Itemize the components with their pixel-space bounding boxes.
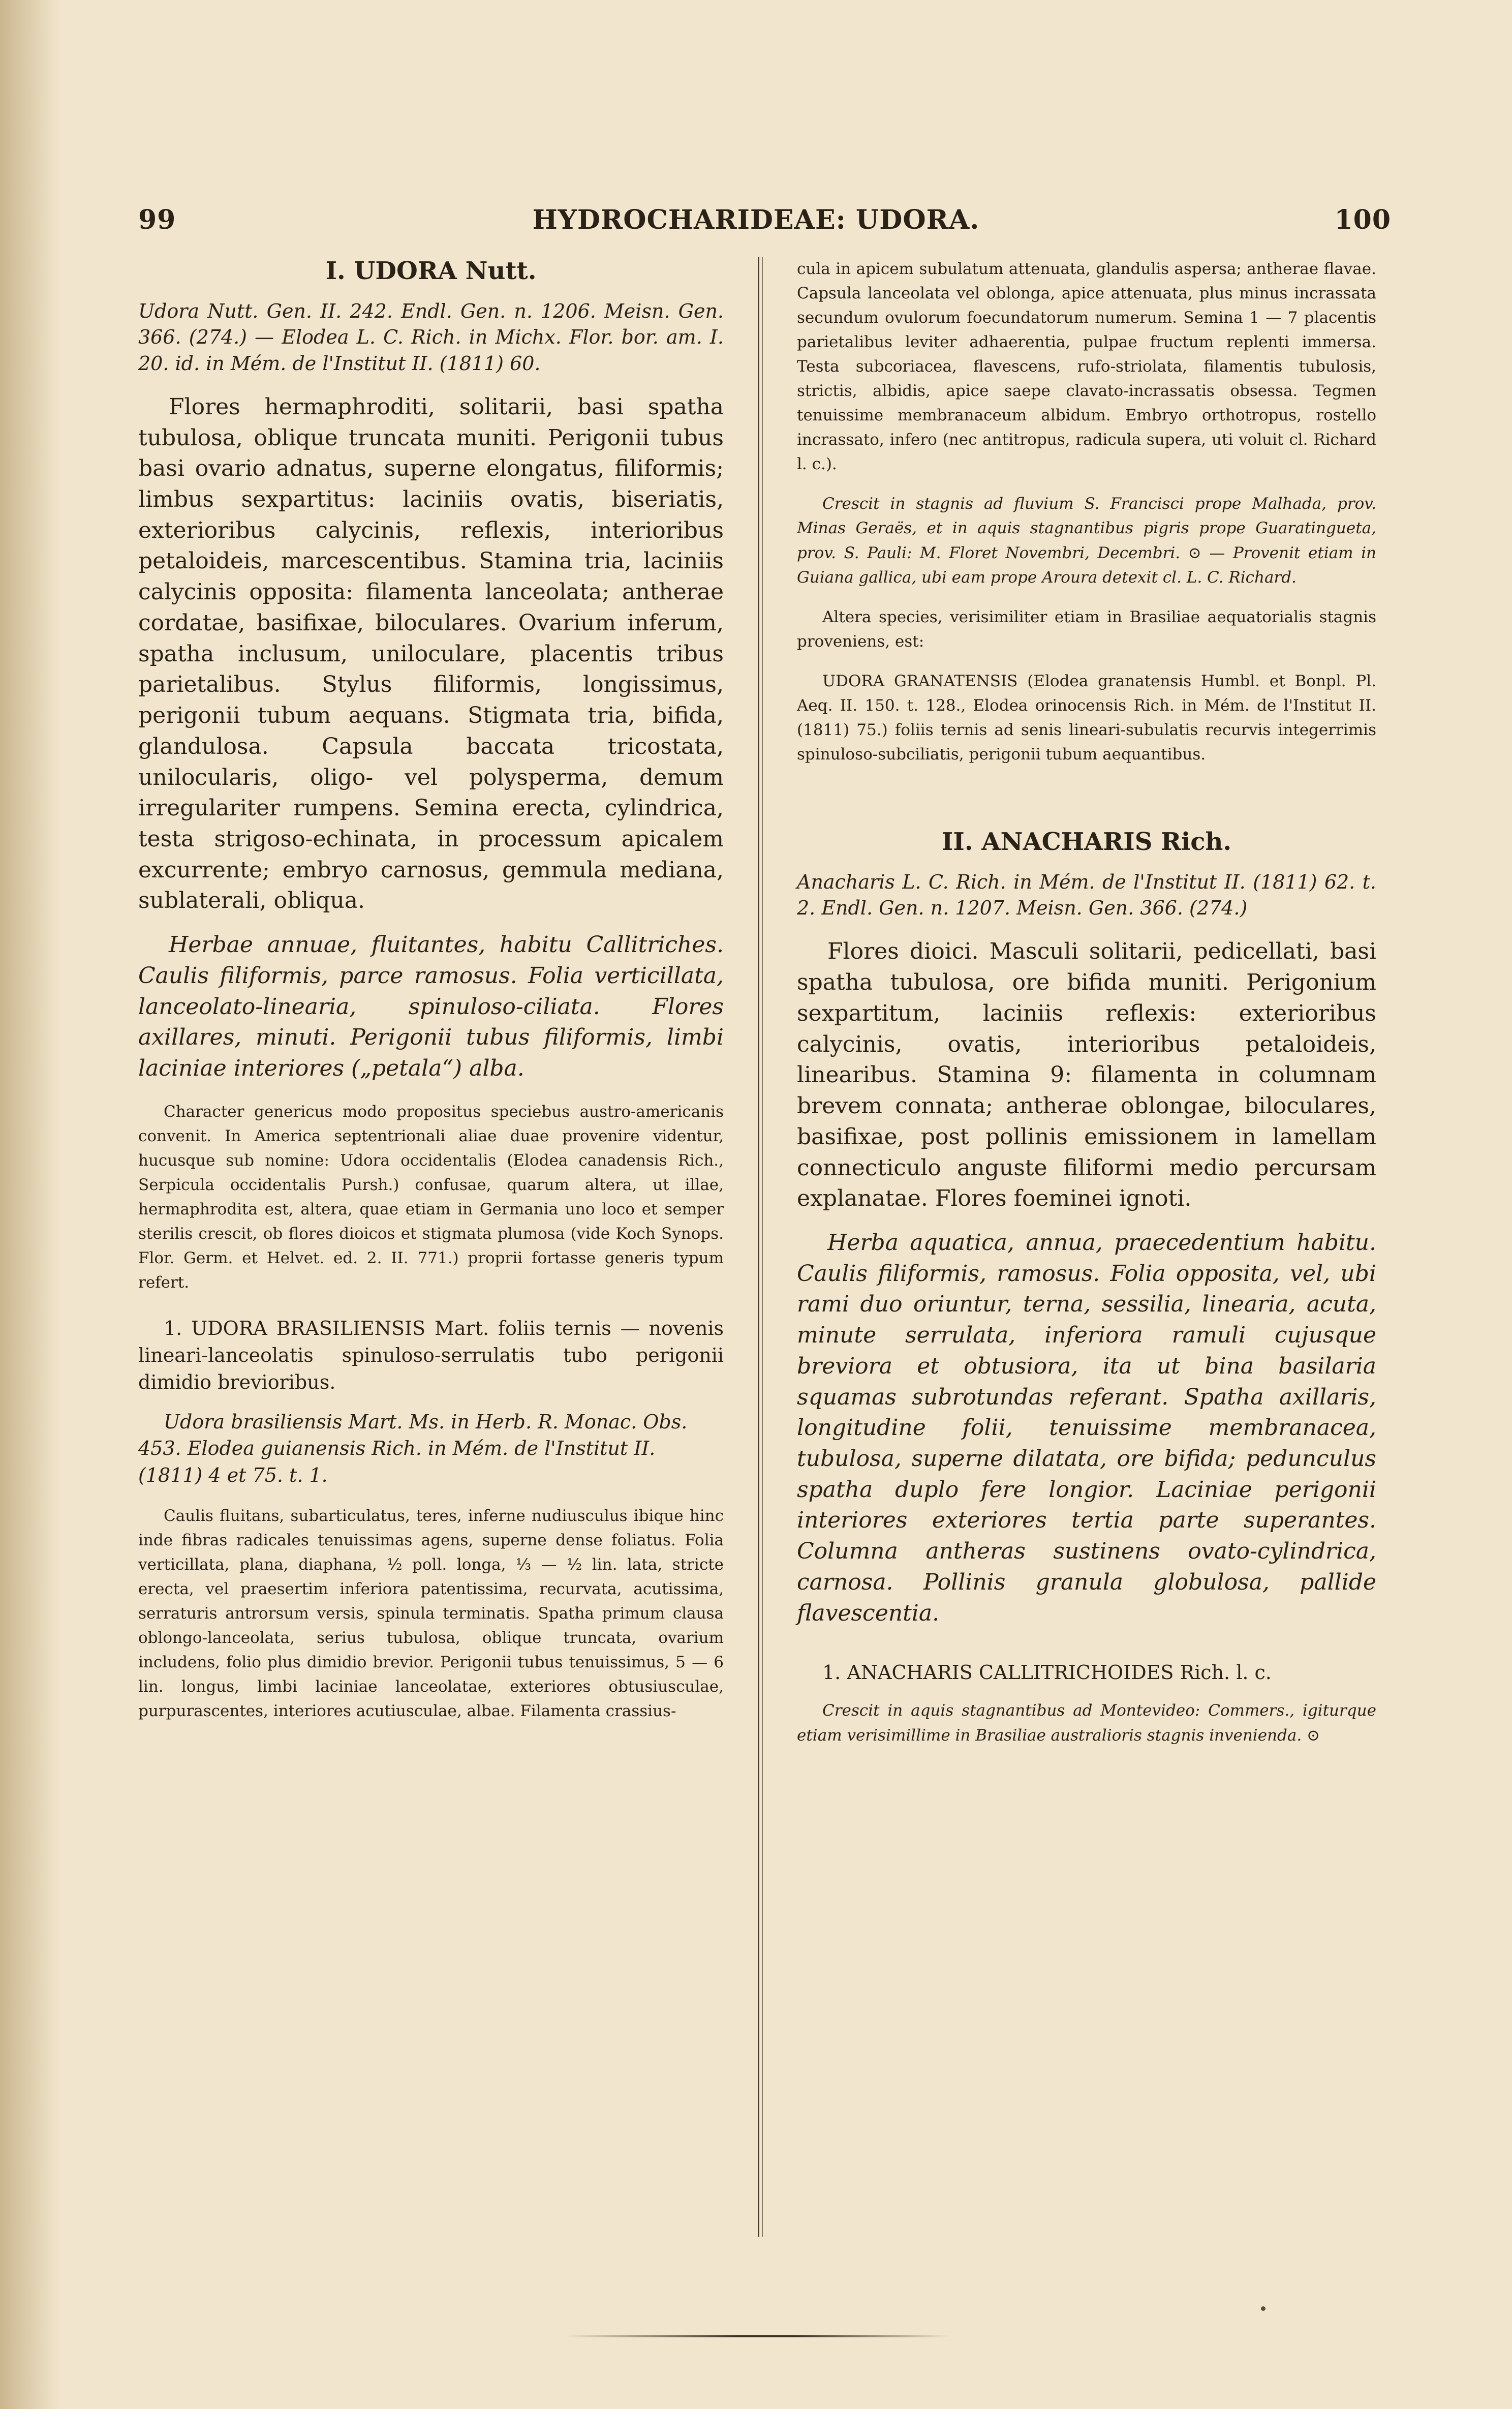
running-title: HYDROCHARIDEAE: UDORA. [532, 204, 980, 235]
habitat-callitrichoides: Crescit in aquis stagnantibus ad Montevideo: Commers., igiturque etiam verisimillime in Brasiliae australioris stagnis invenienda. ⊙ [797, 1701, 1376, 1745]
anacharis-description: Flores dioici. Masculi solitarii, pedicellati, basi spatha tubulosa, ore bifida muniti. Perigonium sexpartitum, laciniis reflexis: exterioribus calycinis, ovatis, interioribus petaloideis, linearibus. Stamina 9: filamenta in columnam brevem connata; antherae oblongae, biloculares, basifixae, post pollinis emissionem in lamellam connecticulo anguste filiformi medio percursam explanatae. Flores foeminei ignoti. [797, 938, 1376, 1212]
genus-habit: Herbae annuae, fluitantes, habitu Callitriches. Caulis filiformis, parce ramosus. Folia verticillata, lanceolato-linearia, spinuloso-ciliata. Flores axillares, minuti. Perigonii tubus filiformis, limbi laciniae interiores („petala“) alba. [138, 932, 724, 1081]
page-number-right: 100 [1334, 204, 1391, 235]
end-rule [564, 2335, 950, 2337]
anacharis-habit: Herba aquatica, annua, praecedentium habitu. Caulis filiformis, ramosus. Folia opposita, vel, ubi rami duo oriuntur, terna, sessilia, linearia, acuta, minute serrulata, inferiora ramuli cujusque breviora et obtusiora, ita ut bina basilaria squamas subrotundas referant. Spatha axillaris, longitudine folii, tenuissime membranacea, tubulosa, superne dilatata, ore bifida; pedunculus spatha duplo fere longior. Laciniae perigonii interiores exteriores tertia parte superantes. Columna antheras sustinens ovato-cylindrica, carnosa. Pollinis granula globulosa, pallide flavescentia. [797, 1229, 1376, 1626]
genus-title-anacharis: II. ANACHARIS Rich. [941, 827, 1232, 856]
genus-description: Flores hermaphroditi, solitarii, basi spatha tubulosa, oblique truncata muniti. Perigonii tubus basi ovario adnatus, superne elongatus, filiformis; limbus sexpartitus: laciniis ovatis, biseriatis, exterioribus calycinis, reflexis, interioribus petaloideis, marcescentibus. Stamina tria, laciniis calycinis opposita: filamenta lanceolata; antherae cordatae, basifixae, biloculares. Ovarium inferum, spatha inclusum, uniloculare, placentis tribus parietalibus. Stylus filiformis, longissimus, perigonii tubum aequans. Stigmata tria, bifida, glandulosa. Capsula baccata tricostata, unilocularis, oligo- vel polysperma, demum irregulariter rumpens. Semina erecta, cylindrica, testa strigoso-echinata, in processum apicalem excurrente; embryo carnosus, gemmula mediana, sublaterali, obliqua. [138, 393, 724, 914]
description-continuation: cula in apicem subulatum attenuata, glandulis aspersa; antherae flavae. Capsula lanceolata vel oblonga, apice attenuata, plus minus incrassata secundum ovulorum foecundatorum numerum. Semina 1 — 7 placentis parietalibus leviter adhaerentia, pulpae fructum replenti immersa. Testa subcoriacea, flavescens, rufo-striolata, filamentis tubulosis, strictis, albidis, apice saepe clavato-incrassatis obsessa. Tegmen tenuissime membranaceum albidum. Embryo orthotropus, rostello incrassato, infero (nec antitropus, radicula supera, uti voluit cl. Richard l. c.). [797, 260, 1376, 474]
altera-species-note: Altera species, verisimiliter etiam in Brasiliae aequatorialis stagnis proveniens, est: [797, 607, 1376, 651]
udora-granatensis: UDORA GRANATENSIS (Elodea granatensis Humbl. et Bonpl. Pl. Aeq. II. 150. t. 128., Elodea orinocensis Rich. in Mém. de l'Institut II. (1811) 75.) foliis ternis ad senis lineari-subulatis recurvis integerrimis spinuloso-subciliatis, perigonii tubum aequantibus. [797, 672, 1376, 764]
species-diagnosis-callitrichoides: 1. ANACHARIS CALLITRICHOIDES Rich. l. c. [822, 1661, 1272, 1684]
anacharis-synonymy: Anacharis L. C. Rich. in Mém. de l'Institut II. (1811) 62. t. 2. Endl. Gen. n. 1207. Meisn. Gen. 366. (274.) [797, 870, 1376, 920]
column-divider [758, 257, 759, 2237]
genus-note: Character genericus modo propositus speciebus austro-americanis convenit. In America septentrionali aliae duae provenire videntur, hucusque sub nomine: Udora occidentalis (Elodea canadensis Rich., Serpicula occidentalis Pursh.) confusae, quarum altera, ut illae, hermaphrodita est, altera, quae etiam in Germania uno loco et semper sterilis crescit, ob flores dioicos et stigmata plumosa (vide Koch Synops. Flor. Germ. et Helvet. ed. 2. II. 771.) proprii fortasse generis typum refert. [138, 1102, 724, 1292]
page-number-left: 99 [138, 204, 176, 235]
species-diagnosis-brasiliensis: 1. UDORA BRASILIENSIS Mart. foliis ternis — novenis lineari-lanceolatis spinuloso-serrulatis tubo perigonii dimidio brevioribus. [138, 1317, 724, 1394]
species-references-brasiliensis: Udora brasiliensis Mart. Ms. in Herb. R. Monac. Obs. 453. Elodea guianensis Rich. in Mém. de l'Institut II. (1811) 4 et 75. t. 1. [138, 1410, 688, 1486]
page-gutter-shadow [0, 0, 61, 2409]
right-column [797, 257, 1376, 1763]
left-column [138, 257, 724, 1739]
habitat-brasiliensis: Crescit in stagnis ad fluvium S. Francisci prope Malhada, prov. Minas Geraës, et in aquis stagnantibus pigris prope Guaratingueta, prov. S. Pauli: M. Floret Novembri, Decembri. ⊙ — Provenit etiam in Guiana gallica, ubi eam prope Aroura detexit cl. L. C. Richard. [797, 495, 1376, 587]
column-divider-inner [762, 257, 763, 2237]
genus-synonymy: Udora Nutt. Gen. II. 242. Endl. Gen. n. 1206. Meisn. Gen. 366. (274.) — Elodea L. C. Rich. in Michx. Flor. bor. am. I. 20. id. in Mém. de l'Institut II. (1811) 60. [138, 300, 724, 375]
genus-title-udora: I. UDORA Nutt. [325, 257, 537, 285]
ink-speck [1261, 2306, 1266, 2311]
species-description-brasiliensis: Caulis fluitans, subarticulatus, teres, inferne nudiusculus ibique hinc inde fibras radicales tenuissimas agens, superne dense foliatus. Folia verticillata, plana, diaphana, ½ poll. longa, ⅓ — ½ lin. lata, stricte erecta, vel praesertim inferiora patentissima, recurvata, acutissima, serraturis antrorsum versis, spinula terminatis. Spatha primum clausa oblongo-lanceolata, serius tubulosa, oblique truncata, ovarium includens, folio plus dimidio brevior. Perigonii tubus tenuissimus, 5 — 6 lin. longus, limbi laciniae lanceolatae, exteriores obtusiusculae, purpurascentes, interiores acutiusculae, albae. Filamenta crassius- [138, 1506, 724, 1721]
